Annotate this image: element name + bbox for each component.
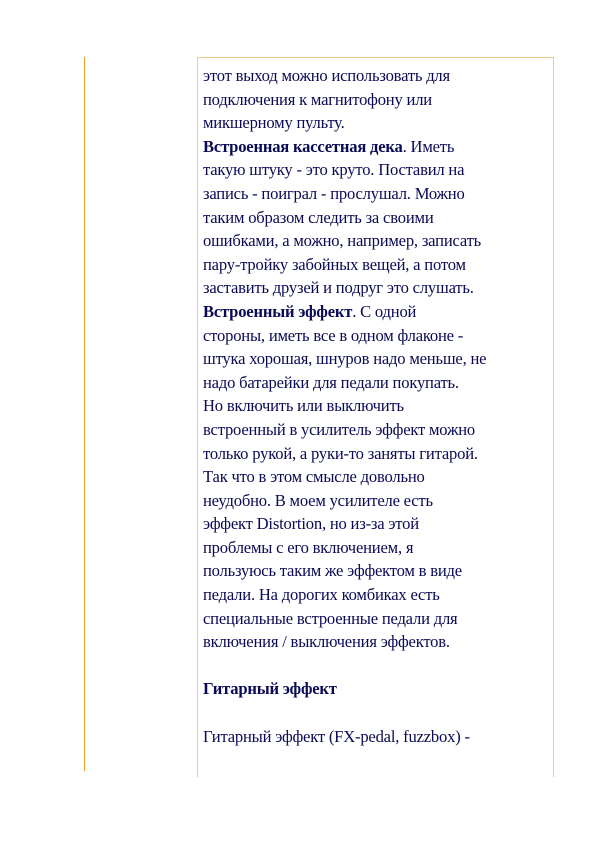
text-line: подключения к магнитофону или	[203, 89, 432, 109]
text-line: стороны, иметь все в одном флаконе -	[203, 325, 464, 345]
text-line: таким образом следить за своими	[203, 207, 434, 227]
text-line: этот выход можно использовать для	[203, 66, 450, 85]
term-builtin-effect: Встроенный эффект	[203, 301, 353, 321]
blank-line	[203, 654, 553, 678]
text-line: педали. На дорогих комбиках есть	[203, 585, 440, 605]
text-line: специальные встроенные педали для	[203, 608, 458, 628]
text-line: штука хорошая, шнуров надо меньше, не	[203, 349, 487, 369]
text-line: пару-тройку забойных вещей, а потом	[203, 254, 466, 274]
paragraph-output	[203, 64, 553, 135]
paragraph-guitar-effect	[203, 725, 553, 749]
blank-line	[203, 701, 553, 725]
paragraph-cassette-deck	[203, 135, 553, 300]
text-line: запись - поиграл - прослушал. Можно	[203, 183, 465, 203]
text-line: только рукой, а руки-то заняты гитарой.	[203, 443, 478, 463]
margin-rule	[84, 57, 85, 771]
text-line: встроенный в усилитель эффект можно	[203, 419, 476, 439]
text-line: надо батарейки для педали покупать.	[203, 372, 459, 392]
section-heading	[203, 677, 553, 701]
text-line: проблемы с его включением, я	[203, 537, 414, 557]
text-line: неудобно. В моем усилителе есть	[203, 490, 433, 510]
text-line: микшерному пульту.	[203, 113, 345, 133]
text-frame	[197, 57, 554, 777]
text-line	[203, 135, 553, 159]
text-line: заставить друзей и подруг это слушать.	[203, 278, 474, 298]
text-line: эффект Distortion, но из-за этой	[203, 514, 419, 534]
text-line: Так что в этом смысле довольно	[203, 467, 425, 487]
text-line: Но включить или выключить	[203, 396, 404, 416]
text-run: . С одной	[352, 301, 417, 321]
text-line: Гитарный эффект (FX-pedal, fuzzbox) -	[203, 726, 470, 746]
paragraph-builtin-effect	[203, 300, 553, 654]
text-run: . Иметь	[402, 136, 455, 156]
text-line: включения / выключения эффектов.	[203, 632, 450, 652]
heading-guitar-effect: Гитарный эффект	[203, 679, 337, 699]
text-line: пользуюсь таким же эффектом в виде	[203, 561, 462, 581]
text-line	[203, 300, 553, 324]
text-line: ошибками, а можно, например, записать	[203, 231, 482, 251]
text-line: такую штуку - это круто. Поставил на	[203, 160, 465, 180]
term-cassette-deck: Встроенная кассетная дека	[203, 136, 403, 156]
